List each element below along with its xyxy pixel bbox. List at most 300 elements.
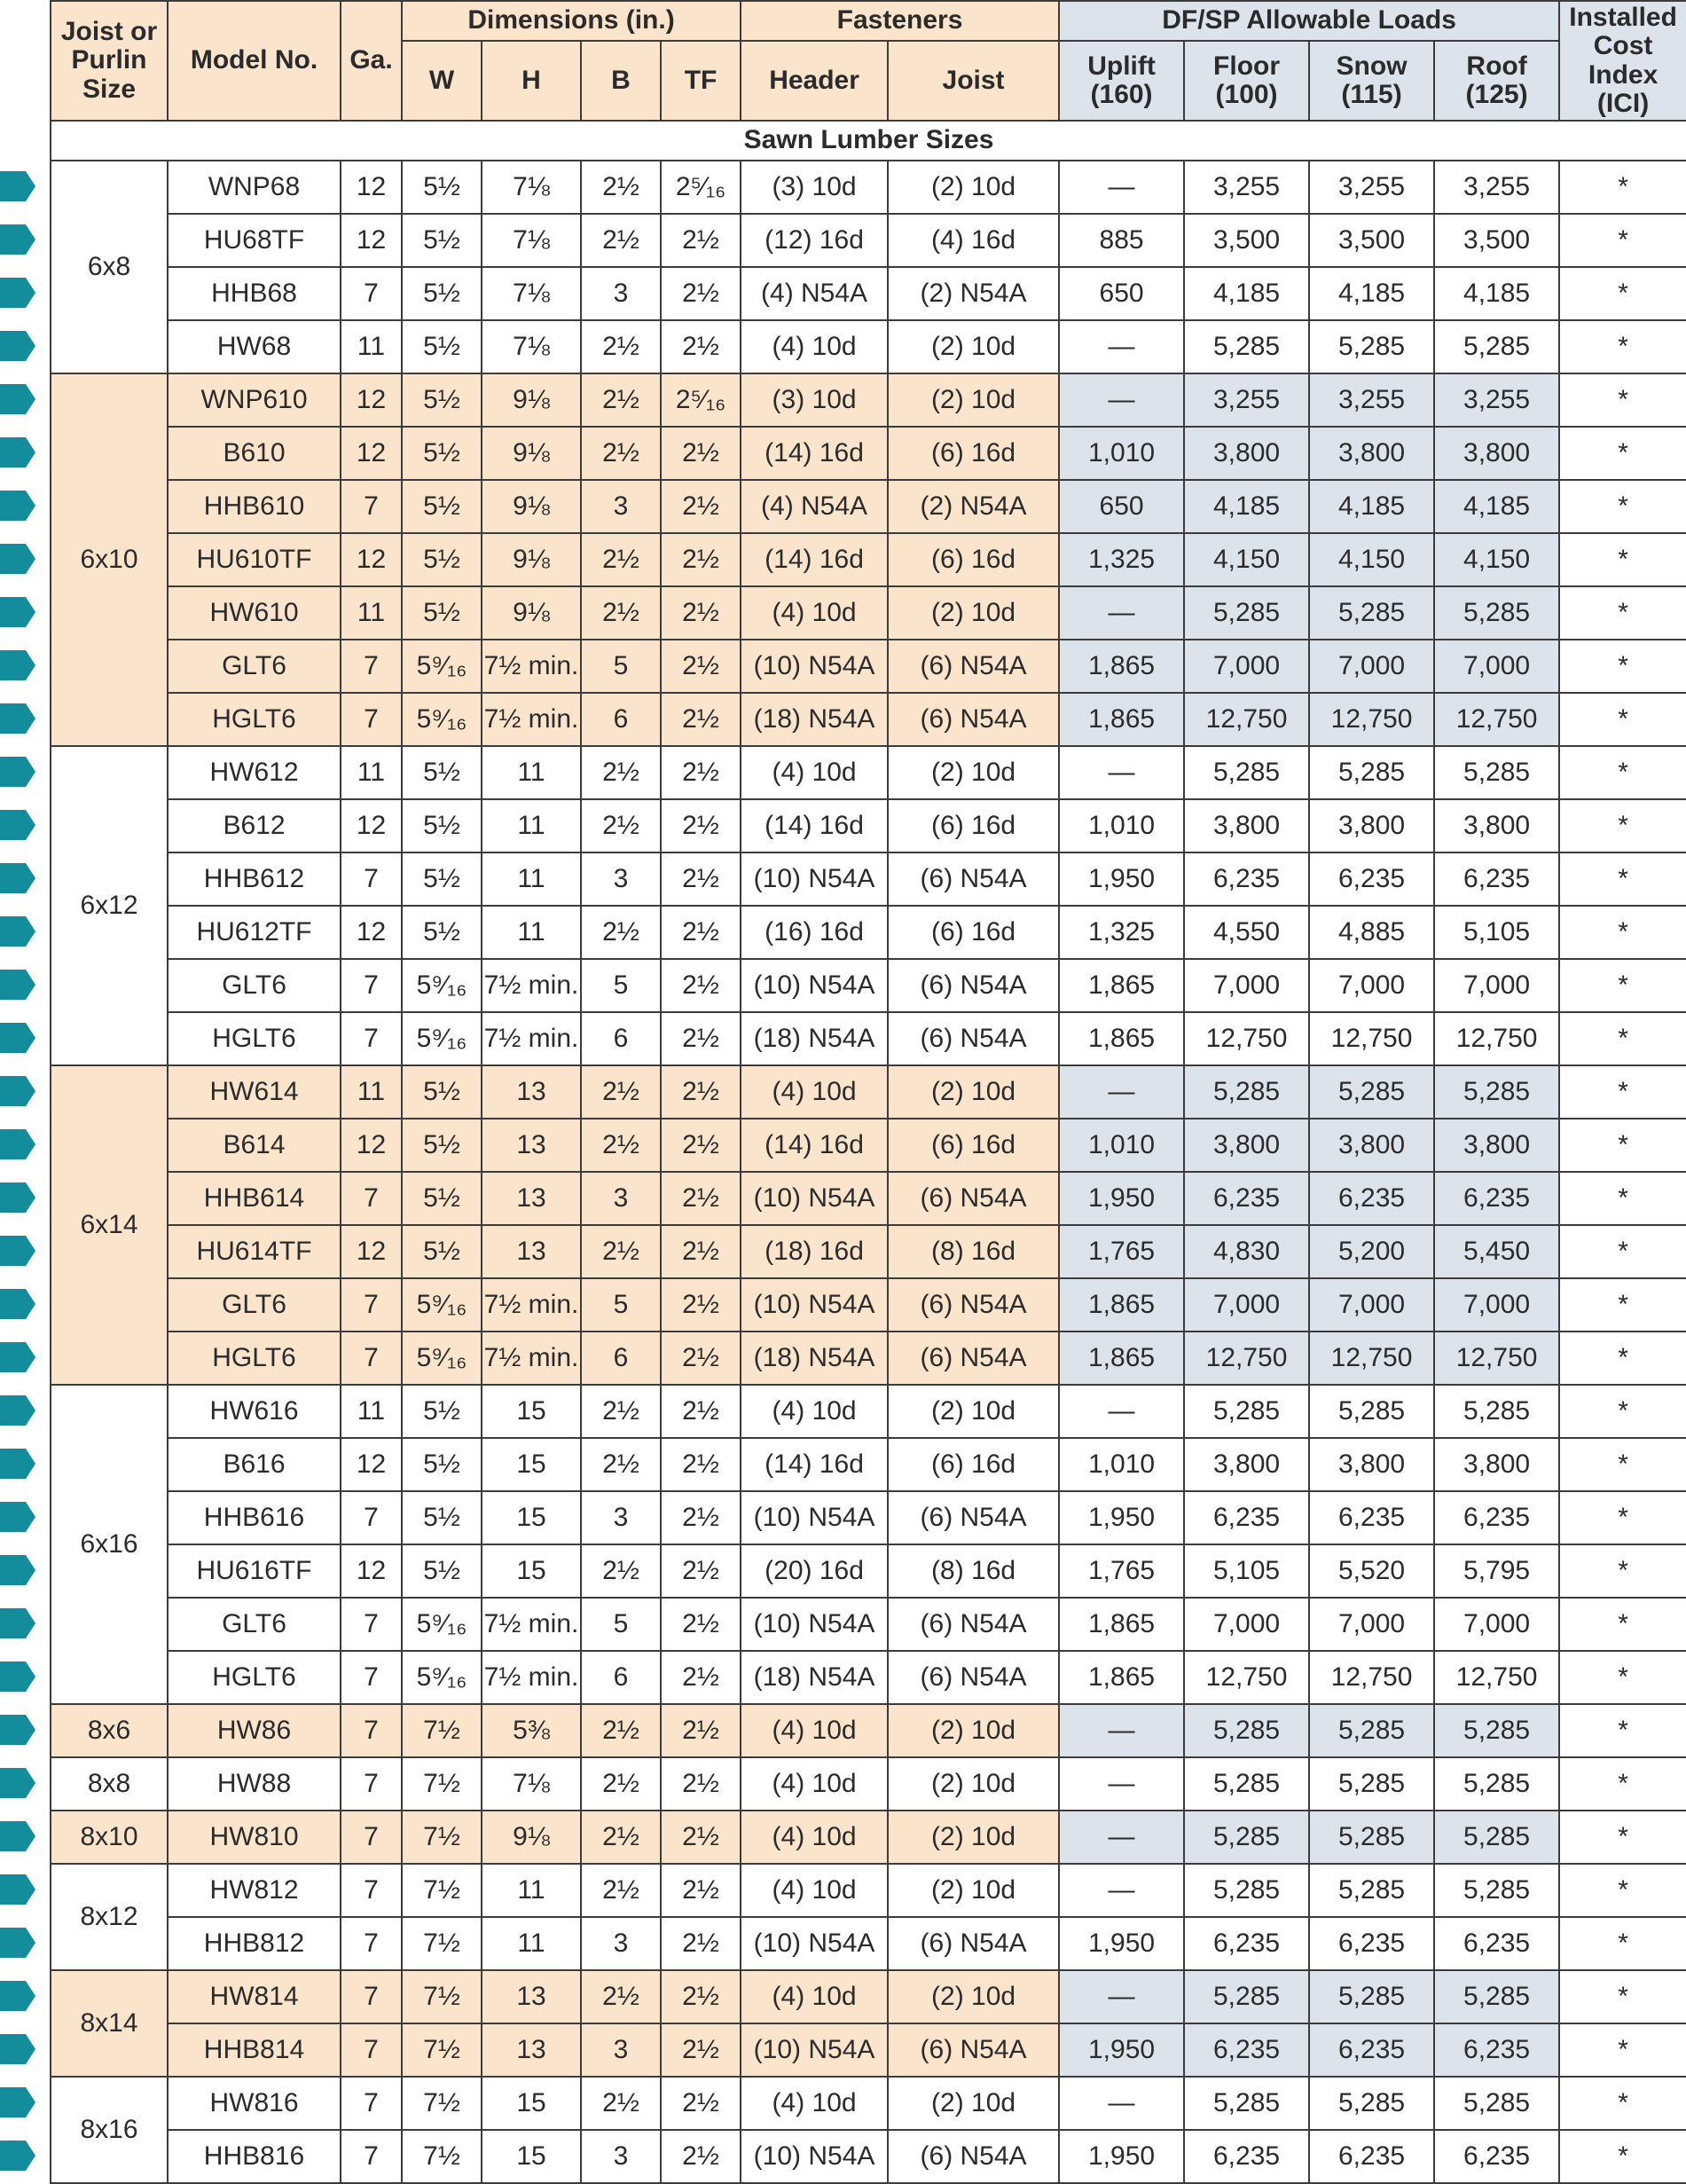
table-row: [51, 1119, 1686, 1172]
height-cell: 7½ min.: [482, 1332, 581, 1385]
roof-load-cell: 5,285: [1434, 586, 1559, 640]
model-cell: WNP610: [168, 373, 341, 427]
row-arrow-icon: [0, 544, 35, 574]
ici-cell: *: [1559, 1491, 1686, 1544]
ici-cell: *: [1559, 1012, 1686, 1065]
ici-cell: *: [1559, 373, 1686, 427]
uplift-load-cell: 1,950: [1059, 1172, 1184, 1225]
table-row: [51, 746, 1686, 799]
table-row: [51, 906, 1686, 959]
bearing-cell: 3: [581, 1172, 661, 1225]
row-arrow-icon: [0, 1768, 35, 1798]
row-arrow-icon: [0, 1502, 35, 1532]
row-arrow-icon: [0, 384, 35, 414]
header-fastener-joist: Joist: [888, 41, 1059, 121]
table-row: [51, 1598, 1686, 1651]
model-cell: HW812: [168, 1864, 341, 1917]
table-row: [51, 373, 1686, 427]
ici-cell: *: [1559, 1757, 1686, 1811]
row-arrow-column: [0, 0, 50, 2184]
model-cell: HW614: [168, 1065, 341, 1119]
width-cell: 5½: [402, 1225, 482, 1278]
header-fasteners-cell: (10) N54A: [741, 1598, 888, 1651]
height-cell: 11: [482, 799, 581, 852]
joist-fasteners-cell: (6) N54A: [888, 852, 1059, 906]
row-arrow-icon: [0, 1289, 35, 1319]
gauge-cell: 12: [341, 1438, 402, 1491]
bearing-cell: 2½: [581, 161, 661, 214]
joist-fasteners-cell: (2) N54A: [888, 267, 1059, 320]
joist-fasteners-cell: (2) 10d: [888, 1757, 1059, 1811]
uplift-load-cell: 1,865: [1059, 959, 1184, 1012]
header-fasteners-cell: (14) 16d: [741, 799, 888, 852]
ici-cell: *: [1559, 852, 1686, 906]
bearing-cell: 5: [581, 1598, 661, 1651]
joist-fasteners-cell: (2) 10d: [888, 1864, 1059, 1917]
roof-load-cell: 3,800: [1434, 1119, 1559, 1172]
section-title: Sawn Lumber Sizes: [51, 121, 1686, 161]
snow-load-cell: 5,200: [1309, 1225, 1434, 1278]
bearing-cell: 2½: [581, 1864, 661, 1917]
header-floor: Floor (100): [1184, 41, 1309, 121]
gauge-cell: 12: [341, 1225, 402, 1278]
size-cell: 8x8: [51, 1757, 168, 1811]
joist-fasteners-cell: (8) 16d: [888, 1544, 1059, 1598]
row-arrow-icon: [0, 1449, 35, 1479]
snow-load-cell: 5,285: [1309, 1757, 1434, 1811]
table-row: [51, 1278, 1686, 1332]
row-arrow-icon: [0, 1821, 35, 1851]
snow-load-cell: 3,800: [1309, 799, 1434, 852]
width-cell: 7½: [402, 1757, 482, 1811]
joist-fasteners-cell: (2) 10d: [888, 1704, 1059, 1757]
uplift-load-cell: 1,010: [1059, 427, 1184, 480]
top-flange-cell: 2⁵⁄₁₆: [661, 373, 741, 427]
width-cell: 5½: [402, 852, 482, 906]
width-cell: 5½: [402, 799, 482, 852]
size-cell: 8x14: [51, 1970, 168, 2077]
bearing-cell: 2½: [581, 1225, 661, 1278]
height-cell: 9⅛: [482, 586, 581, 640]
header-snow: Snow (115): [1309, 41, 1434, 121]
height-cell: 7⅛: [482, 1757, 581, 1811]
gauge-cell: 7: [341, 1704, 402, 1757]
table-row: [51, 1385, 1686, 1438]
height-cell: 5⅜: [482, 1704, 581, 1757]
bearing-cell: 2½: [581, 214, 661, 267]
ici-cell: *: [1559, 693, 1686, 746]
height-cell: 15: [482, 2130, 581, 2183]
header-h: H: [482, 41, 581, 121]
top-flange-cell: 2½: [661, 746, 741, 799]
roof-load-cell: 5,285: [1434, 746, 1559, 799]
ici-cell: *: [1559, 1278, 1686, 1332]
joist-fasteners-cell: (2) 10d: [888, 1970, 1059, 2023]
roof-load-cell: 3,500: [1434, 214, 1559, 267]
gauge-cell: 11: [341, 320, 402, 373]
model-cell: GLT6: [168, 1278, 341, 1332]
row-arrow-icon: [0, 703, 35, 734]
row-arrow-icon: [0, 2087, 35, 2117]
height-cell: 9⅛: [482, 427, 581, 480]
joist-fasteners-cell: (2) 10d: [888, 1385, 1059, 1438]
row-arrow-icon: [0, 650, 35, 680]
ici-cell: *: [1559, 2023, 1686, 2077]
snow-load-cell: 3,255: [1309, 161, 1434, 214]
uplift-load-cell: 1,950: [1059, 852, 1184, 906]
model-cell: HW68: [168, 320, 341, 373]
table-row: [51, 1065, 1686, 1119]
floor-load-cell: 7,000: [1184, 1278, 1309, 1332]
floor-load-cell: 6,235: [1184, 2023, 1309, 2077]
uplift-load-cell: 1,950: [1059, 1917, 1184, 1970]
header-fasteners-cell: (4) 10d: [741, 586, 888, 640]
snow-load-cell: 7,000: [1309, 1278, 1434, 1332]
bearing-cell: 5: [581, 959, 661, 1012]
height-cell: 11: [482, 1864, 581, 1917]
floor-load-cell: 5,285: [1184, 2077, 1309, 2130]
joist-fasteners-cell: (6) 16d: [888, 533, 1059, 586]
bearing-cell: 3: [581, 480, 661, 533]
row-arrow-icon: [0, 916, 35, 947]
floor-load-cell: 4,550: [1184, 906, 1309, 959]
table-row: [51, 799, 1686, 852]
gauge-cell: 7: [341, 1012, 402, 1065]
gauge-cell: 12: [341, 161, 402, 214]
header-fasteners-cell: (4) 10d: [741, 1065, 888, 1119]
width-cell: 5⁹⁄₁₆: [402, 1598, 482, 1651]
roof-load-cell: 3,800: [1434, 427, 1559, 480]
width-cell: 5⁹⁄₁₆: [402, 1012, 482, 1065]
ici-cell: *: [1559, 586, 1686, 640]
snow-load-cell: 6,235: [1309, 1172, 1434, 1225]
joist-fasteners-cell: (2) 10d: [888, 320, 1059, 373]
ici-cell: *: [1559, 533, 1686, 586]
header-fasteners-cell: (18) N54A: [741, 1012, 888, 1065]
snow-load-cell: 7,000: [1309, 1598, 1434, 1651]
top-flange-cell: 2½: [661, 1757, 741, 1811]
gauge-cell: 12: [341, 373, 402, 427]
ici-cell: *: [1559, 1544, 1686, 1598]
gauge-cell: 7: [341, 1332, 402, 1385]
roof-load-cell: 5,285: [1434, 1811, 1559, 1864]
joist-fasteners-cell: (4) 16d: [888, 214, 1059, 267]
row-arrow-icon: [0, 2034, 35, 2064]
bearing-cell: 2½: [581, 1385, 661, 1438]
uplift-load-cell: 1,010: [1059, 799, 1184, 852]
model-cell: HW612: [168, 746, 341, 799]
snow-load-cell: 3,500: [1309, 214, 1434, 267]
header-allowable-loads: DF/SP Allowable Loads: [1059, 1, 1559, 41]
uplift-load-cell: —: [1059, 1385, 1184, 1438]
floor-load-cell: 12,750: [1184, 693, 1309, 746]
header-gauge: Ga.: [341, 1, 402, 121]
height-cell: 7⅛: [482, 161, 581, 214]
top-flange-cell: 2½: [661, 427, 741, 480]
floor-load-cell: 6,235: [1184, 1491, 1309, 1544]
snow-load-cell: 6,235: [1309, 2130, 1434, 2183]
joist-fasteners-cell: (6) N54A: [888, 1598, 1059, 1651]
gauge-cell: 11: [341, 746, 402, 799]
snow-load-cell: 5,285: [1309, 2077, 1434, 2130]
row-arrow-icon: [0, 1182, 35, 1213]
height-cell: 15: [482, 1385, 581, 1438]
joist-fasteners-cell: (2) 10d: [888, 1065, 1059, 1119]
top-flange-cell: 2½: [661, 1970, 741, 2023]
model-cell: GLT6: [168, 640, 341, 693]
snow-load-cell: 5,285: [1309, 586, 1434, 640]
ici-cell: *: [1559, 1598, 1686, 1651]
ici-cell: *: [1559, 320, 1686, 373]
uplift-load-cell: 1,865: [1059, 693, 1184, 746]
width-cell: 5⁹⁄₁₆: [402, 1278, 482, 1332]
ici-cell: *: [1559, 2077, 1686, 2130]
width-cell: 5½: [402, 746, 482, 799]
row-arrow-icon: [0, 278, 35, 308]
bearing-cell: 6: [581, 1012, 661, 1065]
roof-load-cell: 5,285: [1434, 1385, 1559, 1438]
roof-load-cell: 6,235: [1434, 2130, 1559, 2183]
table-row: [51, 1970, 1686, 2023]
uplift-load-cell: 1,865: [1059, 1278, 1184, 1332]
snow-load-cell: 5,285: [1309, 1864, 1434, 1917]
snow-load-cell: 4,150: [1309, 533, 1434, 586]
joist-fasteners-cell: (6) 16d: [888, 1438, 1059, 1491]
roof-load-cell: 7,000: [1434, 640, 1559, 693]
row-arrow-icon: [0, 1076, 35, 1106]
roof-load-cell: 5,285: [1434, 1065, 1559, 1119]
size-cell: 8x10: [51, 1811, 168, 1864]
uplift-load-cell: 1,325: [1059, 906, 1184, 959]
table-row: [51, 1332, 1686, 1385]
width-cell: 5½: [402, 427, 482, 480]
height-cell: 15: [482, 2077, 581, 2130]
bearing-cell: 6: [581, 1332, 661, 1385]
row-arrow-icon: [0, 1608, 35, 1638]
bearing-cell: 2½: [581, 1438, 661, 1491]
width-cell: 7½: [402, 1970, 482, 2023]
size-cell: 8x6: [51, 1704, 168, 1757]
model-cell: HHB614: [168, 1172, 341, 1225]
model-cell: HHB616: [168, 1491, 341, 1544]
bearing-cell: 2½: [581, 799, 661, 852]
roof-load-cell: 12,750: [1434, 1012, 1559, 1065]
roof-load-cell: 5,285: [1434, 2077, 1559, 2130]
model-cell: HW86: [168, 1704, 341, 1757]
roof-load-cell: 5,285: [1434, 1704, 1559, 1757]
bearing-cell: 6: [581, 1651, 661, 1704]
joist-fasteners-cell: (6) N54A: [888, 1278, 1059, 1332]
bearing-cell: 3: [581, 852, 661, 906]
ici-cell: *: [1559, 1917, 1686, 1970]
ici-cell: *: [1559, 640, 1686, 693]
gauge-cell: 7: [341, 1970, 402, 2023]
joist-fasteners-cell: (6) N54A: [888, 2130, 1059, 2183]
ici-cell: *: [1559, 1438, 1686, 1491]
gauge-cell: 12: [341, 1119, 402, 1172]
bearing-cell: 2½: [581, 320, 661, 373]
uplift-load-cell: —: [1059, 1757, 1184, 1811]
header-ici: Installed Cost Index (ICI): [1559, 1, 1686, 121]
uplift-load-cell: —: [1059, 1811, 1184, 1864]
snow-load-cell: 7,000: [1309, 640, 1434, 693]
header-w: W: [402, 41, 482, 121]
table-row: [51, 1864, 1686, 1917]
header-fasteners-cell: (4) 10d: [741, 2077, 888, 2130]
roof-load-cell: 12,750: [1434, 1651, 1559, 1704]
uplift-load-cell: —: [1059, 1970, 1184, 2023]
top-flange-cell: 2½: [661, 1119, 741, 1172]
roof-load-cell: 6,235: [1434, 1172, 1559, 1225]
header-fasteners-cell: (20) 16d: [741, 1544, 888, 1598]
top-flange-cell: 2½: [661, 1172, 741, 1225]
uplift-load-cell: —: [1059, 161, 1184, 214]
floor-load-cell: 4,150: [1184, 533, 1309, 586]
uplift-load-cell: 1,010: [1059, 1119, 1184, 1172]
bearing-cell: 2½: [581, 1811, 661, 1864]
joist-fasteners-cell: (2) 10d: [888, 373, 1059, 427]
roof-load-cell: 5,285: [1434, 320, 1559, 373]
top-flange-cell: 2½: [661, 320, 741, 373]
width-cell: 5½: [402, 1065, 482, 1119]
header-fasteners-cell: (14) 16d: [741, 533, 888, 586]
floor-load-cell: 5,285: [1184, 320, 1309, 373]
gauge-cell: 12: [341, 1544, 402, 1598]
joist-hanger-spec-table: [50, 0, 1686, 2184]
floor-load-cell: 12,750: [1184, 1332, 1309, 1385]
model-cell: HW814: [168, 1970, 341, 2023]
header-fasteners-cell: (18) N54A: [741, 1332, 888, 1385]
table-body: [51, 161, 1686, 2183]
roof-load-cell: 7,000: [1434, 1278, 1559, 1332]
gauge-cell: 7: [341, 1864, 402, 1917]
size-cell: 6x10: [51, 373, 168, 746]
header-fasteners-cell: (4) 10d: [741, 320, 888, 373]
width-cell: 5½: [402, 480, 482, 533]
bearing-cell: 5: [581, 1278, 661, 1332]
roof-load-cell: 12,750: [1434, 1332, 1559, 1385]
joist-fasteners-cell: (2) 10d: [888, 586, 1059, 640]
bearing-cell: 5: [581, 640, 661, 693]
gauge-cell: 7: [341, 640, 402, 693]
snow-load-cell: 6,235: [1309, 1491, 1434, 1544]
floor-load-cell: 6,235: [1184, 2130, 1309, 2183]
roof-load-cell: 7,000: [1434, 1598, 1559, 1651]
table-row: [51, 1811, 1686, 1864]
model-cell: HGLT6: [168, 1012, 341, 1065]
snow-load-cell: 5,285: [1309, 1811, 1434, 1864]
model-cell: HU612TF: [168, 906, 341, 959]
floor-load-cell: 5,285: [1184, 1385, 1309, 1438]
bearing-cell: 3: [581, 2023, 661, 2077]
table-row: [51, 214, 1686, 267]
width-cell: 5⁹⁄₁₆: [402, 640, 482, 693]
header-fasteners-cell: (4) 10d: [741, 1704, 888, 1757]
header-fasteners-cell: (14) 16d: [741, 427, 888, 480]
header-fasteners-cell: (14) 16d: [741, 1119, 888, 1172]
gauge-cell: 7: [341, 1172, 402, 1225]
height-cell: 15: [482, 1438, 581, 1491]
uplift-load-cell: —: [1059, 586, 1184, 640]
snow-load-cell: 4,185: [1309, 480, 1434, 533]
floor-load-cell: 5,285: [1184, 586, 1309, 640]
ici-cell: *: [1559, 214, 1686, 267]
header-fasteners-cell: (12) 16d: [741, 214, 888, 267]
height-cell: 9⅛: [482, 373, 581, 427]
table-row: [51, 1917, 1686, 1970]
height-cell: 7½ min.: [482, 1651, 581, 1704]
header-fasteners-cell: (3) 10d: [741, 373, 888, 427]
top-flange-cell: 2½: [661, 906, 741, 959]
model-cell: HGLT6: [168, 693, 341, 746]
joist-fasteners-cell: (6) N54A: [888, 1651, 1059, 1704]
ici-cell: *: [1559, 267, 1686, 320]
width-cell: 7½: [402, 2077, 482, 2130]
uplift-load-cell: 1,865: [1059, 1651, 1184, 1704]
size-cell: 6x16: [51, 1385, 168, 1704]
height-cell: 13: [482, 2023, 581, 2077]
header-fasteners-cell: (10) N54A: [741, 1917, 888, 1970]
uplift-load-cell: —: [1059, 1065, 1184, 1119]
top-flange-cell: 2½: [661, 1811, 741, 1864]
header-dimensions: Dimensions (in.): [402, 1, 741, 41]
model-cell: HU616TF: [168, 1544, 341, 1598]
top-flange-cell: 2½: [661, 1598, 741, 1651]
ici-cell: *: [1559, 1811, 1686, 1864]
header-fasteners: Fasteners: [741, 1, 1059, 41]
model-cell: GLT6: [168, 959, 341, 1012]
roof-load-cell: 5,105: [1434, 906, 1559, 959]
floor-load-cell: 5,285: [1184, 1864, 1309, 1917]
model-cell: B612: [168, 799, 341, 852]
top-flange-cell: 2½: [661, 1385, 741, 1438]
height-cell: 7⅛: [482, 320, 581, 373]
model-cell: HW810: [168, 1811, 341, 1864]
uplift-load-cell: 1,325: [1059, 533, 1184, 586]
header-fasteners-cell: (16) 16d: [741, 906, 888, 959]
top-flange-cell: 2½: [661, 1651, 741, 1704]
snow-load-cell: 6,235: [1309, 2023, 1434, 2077]
table-row: [51, 2077, 1686, 2130]
snow-load-cell: 4,185: [1309, 267, 1434, 320]
floor-load-cell: 6,235: [1184, 1917, 1309, 1970]
uplift-load-cell: 1,950: [1059, 2023, 1184, 2077]
table-row: [51, 693, 1686, 746]
model-cell: HW88: [168, 1757, 341, 1811]
table-row: [51, 267, 1686, 320]
bearing-cell: 2½: [581, 2077, 661, 2130]
snow-load-cell: 12,750: [1309, 1332, 1434, 1385]
row-arrow-icon: [0, 1236, 35, 1266]
bearing-cell: 2½: [581, 1065, 661, 1119]
height-cell: 7½ min.: [482, 959, 581, 1012]
roof-load-cell: 5,450: [1434, 1225, 1559, 1278]
joist-fasteners-cell: (6) N54A: [888, 959, 1059, 1012]
joist-fasteners-cell: (6) 16d: [888, 1119, 1059, 1172]
width-cell: 5½: [402, 533, 482, 586]
table-row: [51, 1438, 1686, 1491]
bearing-cell: 2½: [581, 906, 661, 959]
header-fasteners-cell: (4) 10d: [741, 1757, 888, 1811]
gauge-cell: 7: [341, 2130, 402, 2183]
model-cell: HHB816: [168, 2130, 341, 2183]
table-row: [51, 1012, 1686, 1065]
top-flange-cell: 2½: [661, 1332, 741, 1385]
bearing-cell: 2½: [581, 586, 661, 640]
bearing-cell: 3: [581, 1491, 661, 1544]
roof-load-cell: 4,185: [1434, 267, 1559, 320]
bearing-cell: 3: [581, 1917, 661, 1970]
